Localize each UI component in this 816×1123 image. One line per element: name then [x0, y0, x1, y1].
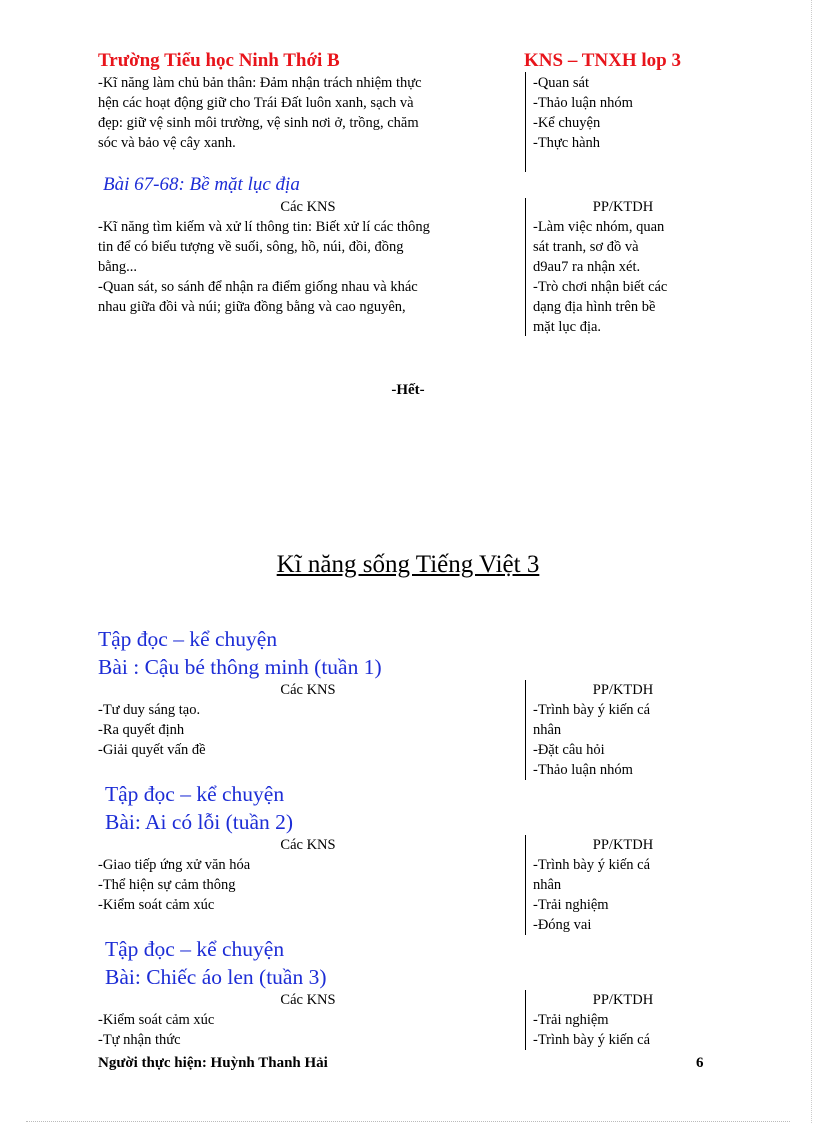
page-right-edge: [811, 0, 812, 1123]
lesson-name: Bài : Cậu bé thông minh (tuần 1): [98, 655, 382, 679]
section1-right: [533, 73, 713, 153]
pp-column-header: PP/KTDH: [592, 682, 654, 698]
text-line: -Đóng vai: [533, 917, 592, 933]
pp-column-header: PP/KTDH: [592, 992, 654, 1008]
page-bottom-rule: [26, 1121, 790, 1122]
kns-column-header: Các KNS: [280, 992, 336, 1008]
subject-header: KNS – TNXH lop 3: [524, 50, 681, 71]
text-line: dạng địa hình trên bề: [533, 299, 656, 315]
text-line: -Kĩ năng tìm kiếm và xử lí thông tin: Biết xử lí các thông: [98, 219, 430, 235]
lesson-subject: Tập đọc – kể chuyện: [105, 937, 285, 961]
text-line: nhau giữa đồi và núi; giữa đồng bằng và cao nguyên,: [98, 299, 406, 315]
text-line: -Giao tiếp ứng xử văn hóa: [98, 857, 251, 873]
footer-author: Người thực hiện: Huỳnh Thanh Hải: [98, 1055, 328, 1071]
text-line: -Kể chuyện: [533, 115, 601, 131]
text-line: -Thảo luận nhóm: [533, 95, 633, 111]
pp-column-header: PP/KTDH: [592, 837, 654, 853]
text-line: -Đặt câu hỏi: [533, 742, 605, 758]
column-divider: [525, 990, 526, 1050]
column-divider: [525, 72, 526, 172]
text-line: -Kĩ năng làm chủ bản thân: Đảm nhận trách nhiệm thực: [98, 75, 422, 91]
text-line: -Tự nhận thức: [98, 1032, 181, 1048]
page-title: Kĩ năng sống Tiếng Việt 3: [276, 551, 540, 578]
text-line: tin để có biểu tượng về suối, sông, hồ, núi, đồi, đồng: [98, 239, 404, 255]
text-line: sóc và bảo vệ cây xanh.: [98, 135, 236, 151]
kns-column-header: Các KNS: [280, 682, 336, 698]
text-line: d9au7 ra nhận xét.: [533, 259, 641, 275]
section1-left: [98, 73, 518, 153]
text-line: -Kiểm soát cảm xúc: [98, 1012, 215, 1028]
text-line: -Giải quyết vấn đề: [98, 742, 206, 758]
lesson3-left: [98, 1010, 518, 1050]
kns-column-header: Các KNS: [280, 837, 336, 853]
text-line: nhân: [533, 877, 562, 893]
column-divider: [525, 680, 526, 780]
text-line: -Kiểm soát cảm xúc: [98, 897, 215, 913]
lesson-subject: Tập đọc – kể chuyện: [98, 627, 278, 651]
text-line: bằng...: [98, 259, 138, 275]
lesson2-right: [533, 855, 713, 935]
end-mark: -Hết-: [391, 382, 425, 398]
text-line: -Ra quyết định: [98, 722, 185, 738]
lesson-subject: Tập đọc – kể chuyện: [105, 782, 285, 806]
text-line: sát tranh, sơ đồ và: [533, 239, 639, 255]
text-line: -Trò chơi nhận biết các: [533, 279, 668, 295]
text-line: nhân: [533, 722, 562, 738]
text-line: -Tư duy sáng tạo.: [98, 702, 201, 718]
column-divider: [525, 835, 526, 935]
text-line: đẹp: giữ vệ sinh môi trường, vệ sinh nơi ở, trồng, chăm: [98, 115, 419, 131]
text-line: -Quan sát: [533, 75, 589, 91]
page-number: 6: [696, 1055, 704, 1071]
text-line: -Thảo luận nhóm: [533, 762, 633, 778]
lesson-name: Bài: Chiếc áo len (tuần 3): [105, 965, 327, 989]
lesson1-left: [98, 700, 518, 760]
section2-right: [533, 217, 713, 337]
text-line: mặt lục địa.: [533, 319, 602, 335]
school-name: Trường Tiểu học Ninh Thới B: [98, 50, 340, 71]
text-line: -Trình bày ý kiến cá: [533, 1032, 651, 1048]
text-line: -Trình bày ý kiến cá: [533, 857, 651, 873]
text-line: -Trải nghiệm: [533, 897, 609, 913]
section2-title: Bài 67-68: Bề mặt lục địa: [103, 174, 300, 195]
text-line: hện các hoạt động giữ cho Trái Đất luôn xanh, sạch và: [98, 95, 414, 111]
lesson3-right: [533, 1010, 713, 1050]
text-line: -Thực hành: [533, 135, 601, 151]
text-line: -Làm việc nhóm, quan: [533, 219, 665, 235]
lesson1-right: [533, 700, 713, 780]
pp-column-header: PP/KTDH: [592, 199, 654, 215]
lesson-name: Bài: Ai có lỗi (tuần 2): [105, 810, 294, 834]
text-line: -Trải nghiệm: [533, 1012, 609, 1028]
section2-left: [98, 217, 518, 317]
lesson2-left: [98, 855, 518, 915]
text-line: -Quan sát, so sánh để nhận ra điểm giống nhau và khác: [98, 279, 418, 295]
column-divider: [525, 198, 526, 336]
text-line: -Trình bày ý kiến cá: [533, 702, 651, 718]
kns-column-header: Các KNS: [280, 199, 336, 215]
text-line: -Thể hiện sự cảm thông: [98, 877, 236, 893]
